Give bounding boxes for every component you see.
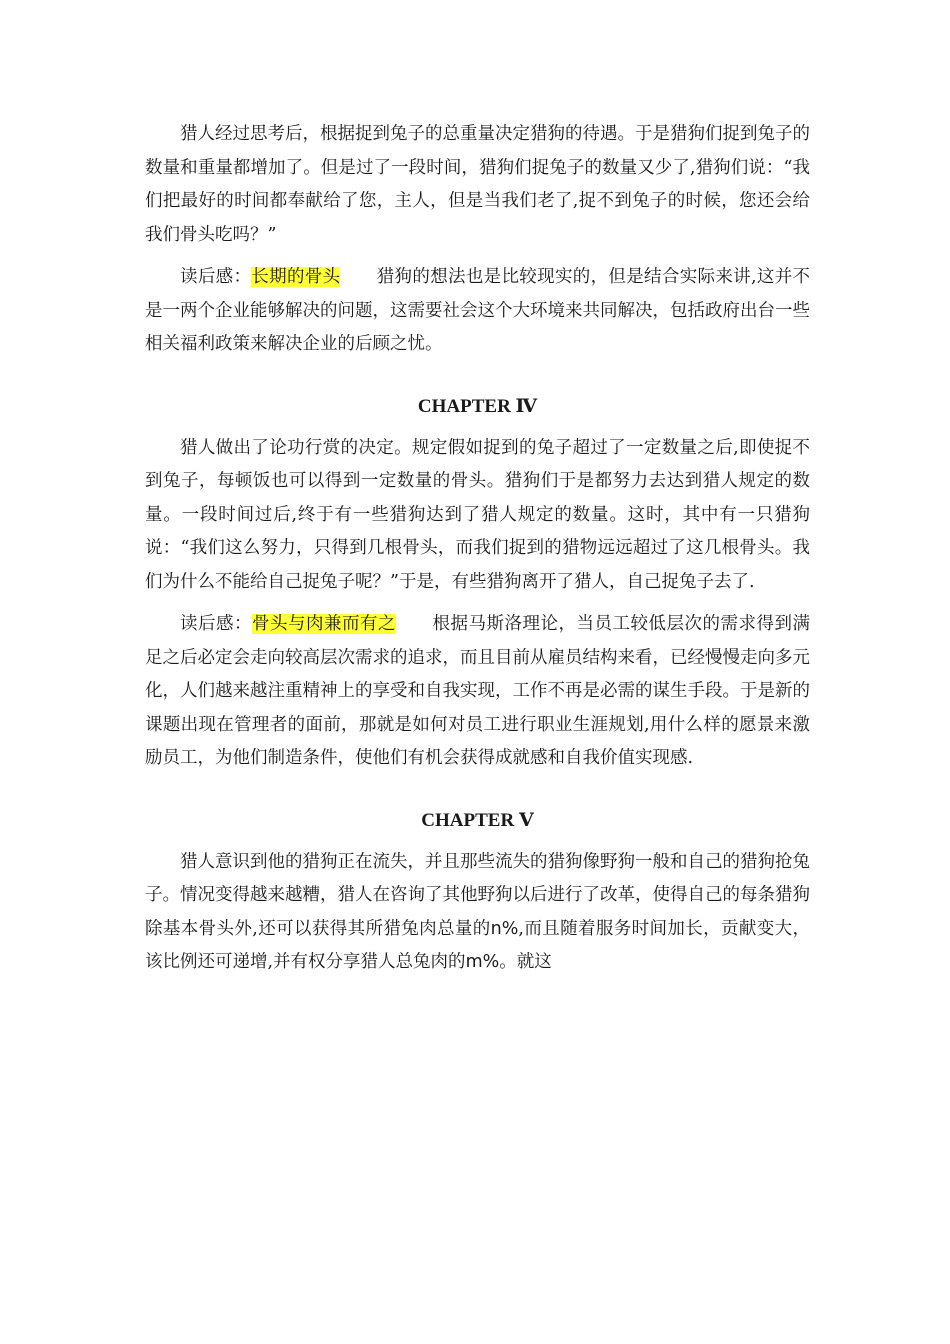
reform-text-b: ,而且随着服务时间加长，贡献变大，该比例还可递增,并有权分享猎人总兔肉的 [145, 918, 810, 972]
reflection-long-term-bones [145, 261, 810, 362]
reflection-highlight: 长期的骨头 [251, 267, 341, 287]
paragraph-merit-reward: 猎人做出了论功行赏的决定。规定假如捉到的兔子超过了一定数量之后,即使捉不到兔子，每顿饭也可以得到一定数量的骨头。猎狗们于是都努力去达到猎人规定的数量。一段时间过后,终于有一些猎狗达到了猎人规定的数量。这时，其中有一只猎狗说：“我们这么努力，只得到几根骨头，而我们捉到的猎物远远超过了这几根骨头。我们为什么不能给自己捉兔子呢？”于是，有些猎狗离开了猎人，自己捉兔子去了. [145, 437, 810, 592]
chapter-heading-4: CHAPTER Ⅳ [417, 395, 538, 417]
reform-text-c: 。就这 [499, 952, 552, 972]
reform-text-a: 猎人意识到他的猎狗正在流失，并且那些流失的猎狗像野狗一般和自己的猎狗抢兔子。情况变得越来越糟，猎人在咨询了其他野狗以后进行了改革，使得自己的每条猎狗除基本骨头外,还可以获得其所猎兔肉总量的 [145, 851, 810, 939]
percent-n: n% [490, 918, 519, 939]
reflection-text: 根据马斯洛理论，当员工较低层次的需求得到满足之后必定会走向较高层次需求的追求，而且目前从雇员结构来看，已经慢慢走向多元化，人们越来越注重精神上的享受和自我实现，工作不再是必需的谋生手段。于是新的课题出现在管理者的面前，那就是如何对员工进行职业生涯规划,用什么样的愿景来激励员工，为他们制造条件，使他们有机会获得成就感和自我价值实现感. [145, 614, 810, 768]
paragraph-hunter-weight: 猎人经过思考后，根据捉到兔子的总重量决定猎狗的待遇。于是猎狗们捉到兔子的数量和重量都增加了。但是过了一段时间，猎狗们捉兔子的数量又少了,猎狗们说：“我们把最好的时间都奉献给了您，主人，但是当我们老了,捉不到兔子的时候，您还会给我们骨头吃吗？” [145, 124, 810, 245]
reflection-label: 读后感： [180, 267, 252, 287]
reflection-text: 猎狗的想法也是比较现实的，但是结合实际来讲,这并不是一两个企业能够解决的问题，这需要社会这个大环境来共同解决，包括政府出台一些相关福利政策来解决企业的后顾之忧。 [145, 267, 811, 354]
reflection-bones-and-meat [145, 608, 810, 776]
page-content [145, 118, 810, 980]
chapter-heading-5: CHAPTER Ⅴ [421, 809, 534, 831]
reflection-highlight: 骨头与肉兼而有之 [252, 614, 396, 634]
percent-m: m% [465, 952, 500, 972]
paragraph-reform [145, 846, 810, 980]
reflection-label: 读后感： [180, 614, 252, 634]
